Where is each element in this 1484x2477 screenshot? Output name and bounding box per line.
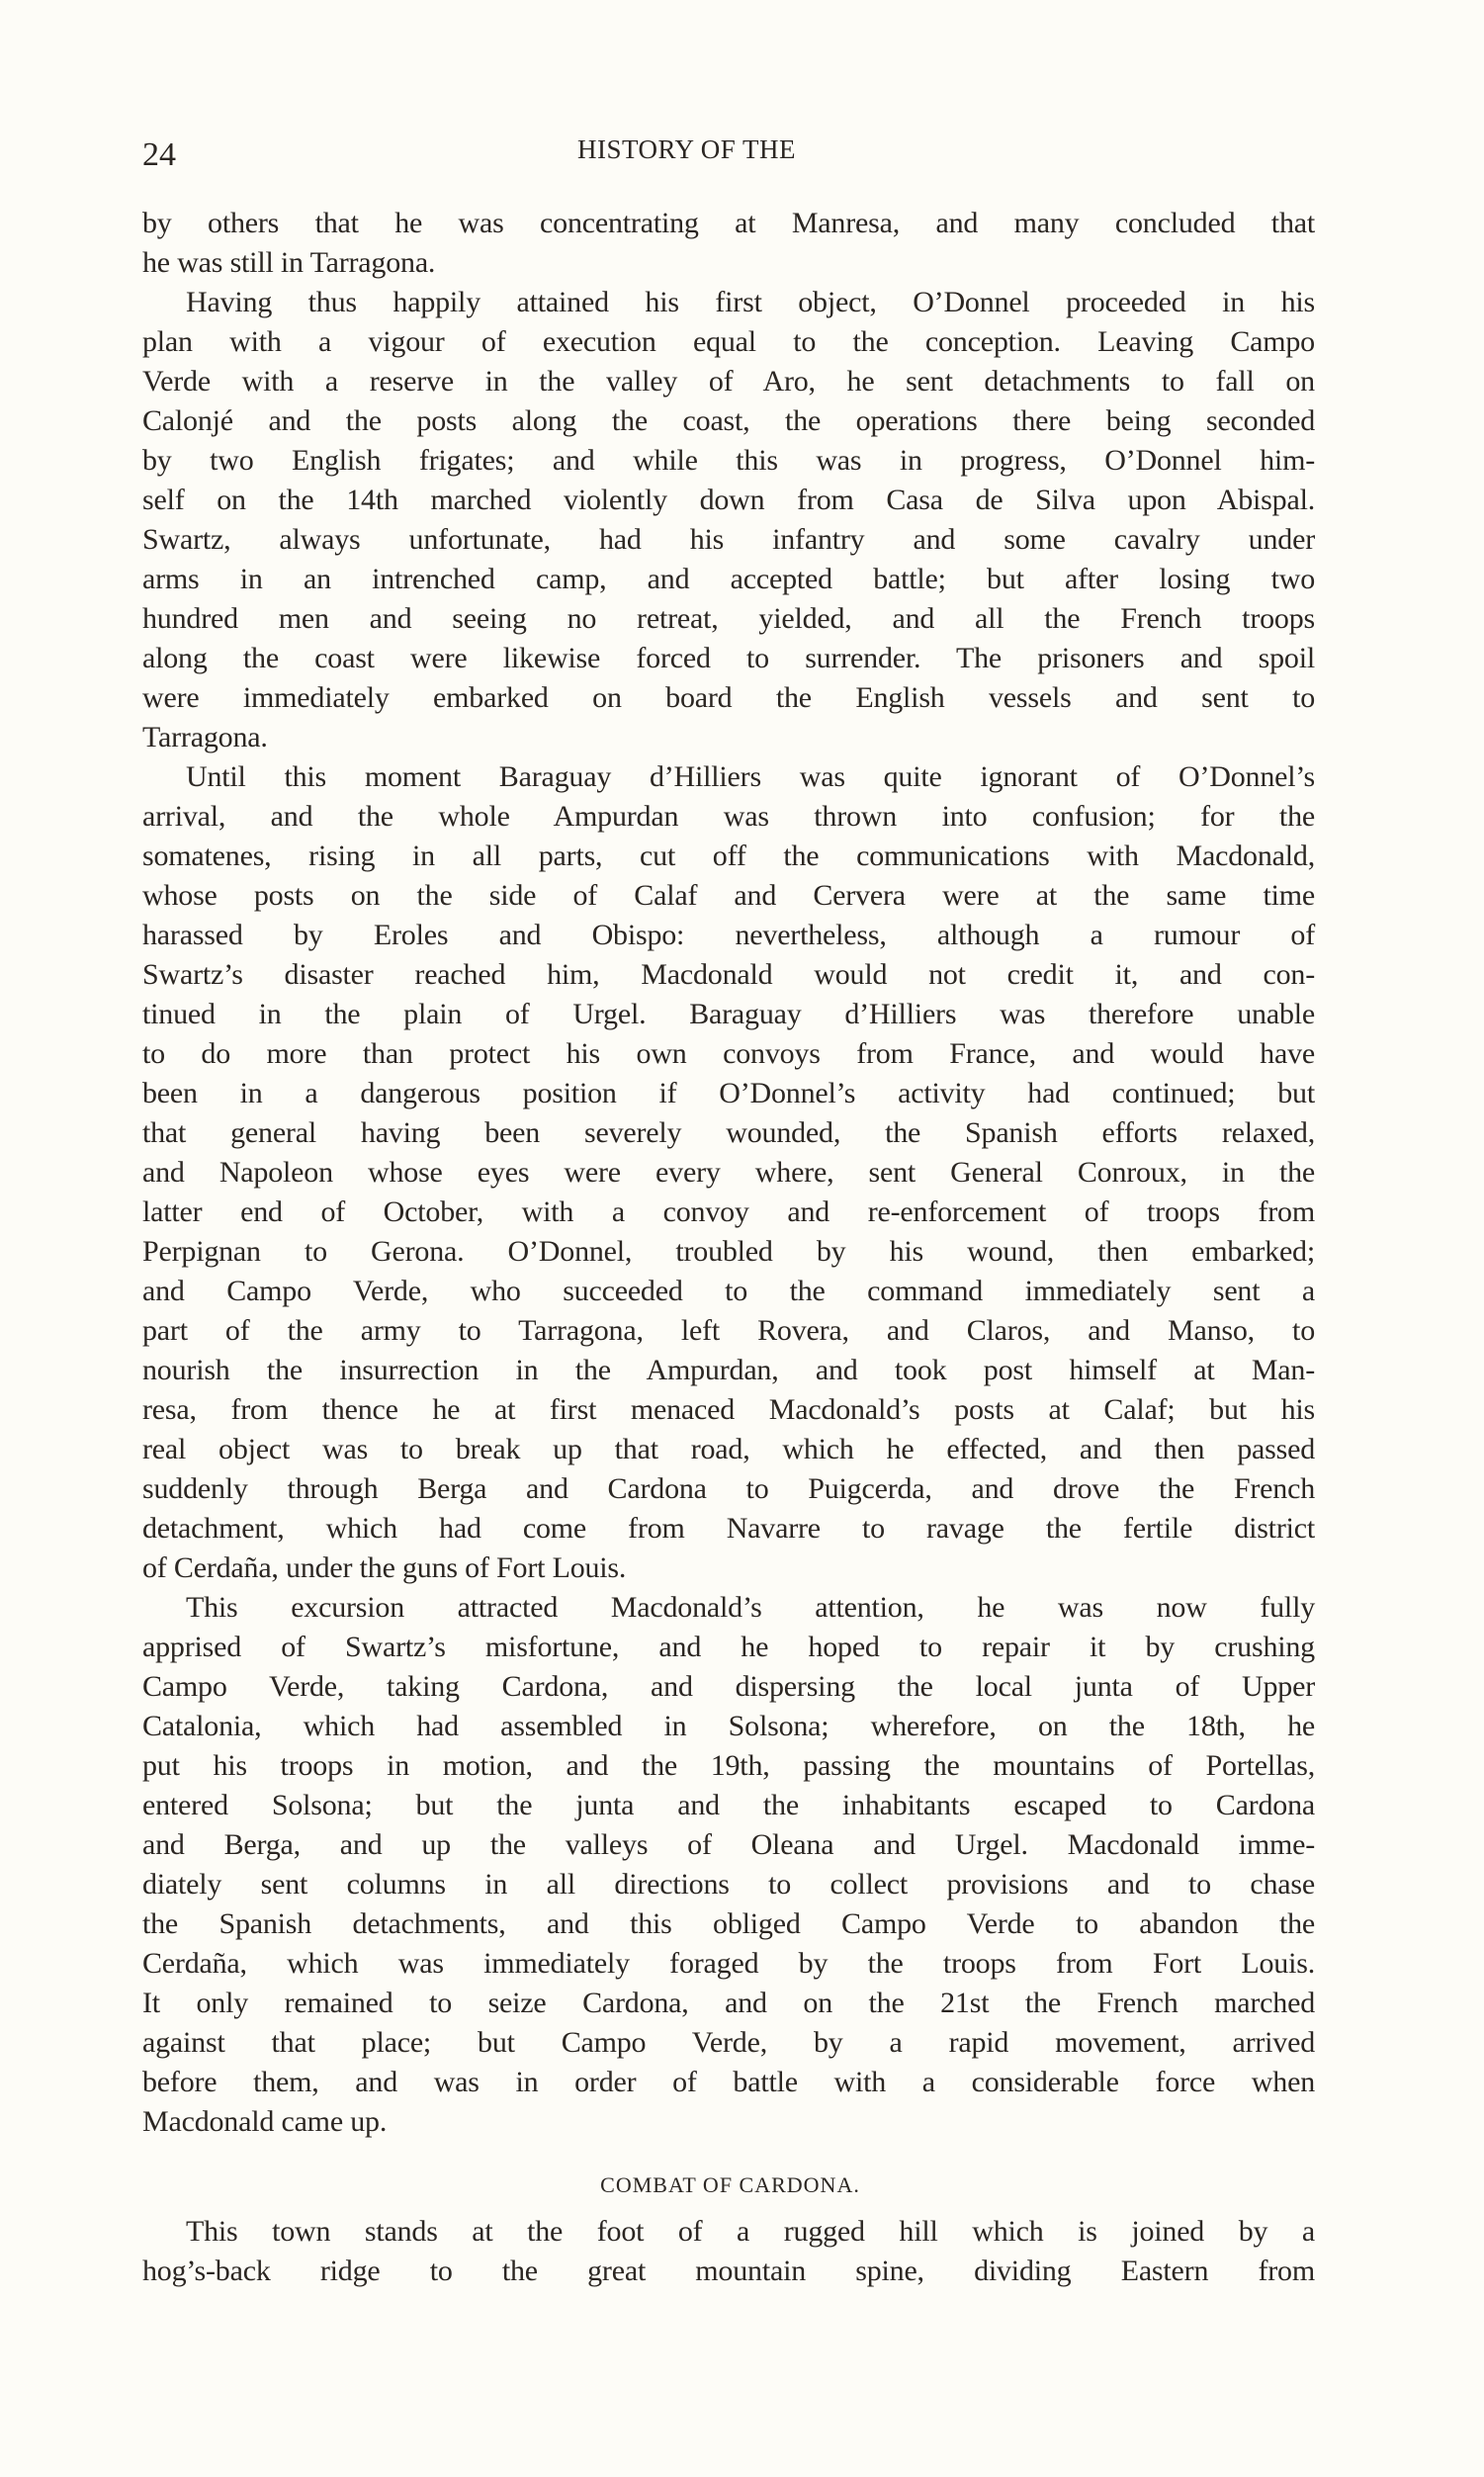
text-line: whose posts on the side of Calaf and Cervera were at the same time (142, 879, 1315, 912)
text-line: before them, and was in order of battle with a considerable force when (142, 2066, 1315, 2098)
paragraph (142, 204, 1315, 283)
text-line: This town stands at the foot of a rugged hill which is joined by a (186, 2215, 1315, 2248)
text-line: Having thus happily attained his first object, O’Donnel proceeded in his (186, 286, 1315, 318)
text-line: along the coast were likewise forced to surrender. The prisoners and spoil (142, 642, 1315, 674)
text-line: Verde with a reserve in the valley of Aro, he sent detachments to fall on (142, 365, 1315, 398)
text-line: Cerdaña, which was immediately foraged by the troops from Fort Louis. (142, 1947, 1315, 1980)
text-line: arrival, and the whole Ampurdan was thrown into confusion; for the (142, 800, 1315, 833)
text-line: by others that he was concentrating at Manresa, and many concluded that (142, 207, 1315, 239)
text-line: part of the army to Tarragona, left Rovera, and Claros, and Manso, to (142, 1314, 1315, 1347)
text-line: of Cerdaña, under the guns of Fort Louis. (142, 1551, 627, 1584)
paragraph (142, 757, 1315, 1588)
text-line: detachment, which had come from Navarre to ravage the fertile district (142, 1512, 1315, 1545)
text-line: and Berga, and up the valleys of Oleana and Urgel. Macdonald imme- (142, 1828, 1315, 1861)
text-line: harassed by Eroles and Obispo: nevertheless, although a rumour of (142, 919, 1315, 951)
text-line: hundred men and seeing no retreat, yielded, and all the French troops (142, 602, 1315, 635)
text-line: the Spanish detachments, and this obliged Campo Verde to abandon the (142, 1907, 1315, 1940)
text-line: Macdonald came up. (142, 2105, 388, 2138)
text-line: apprised of Swartz’s misfortune, and he hoped to repair it by crushing (142, 1631, 1315, 1663)
text-line: arms in an intrenched camp, and accepted battle; but after losing two (142, 563, 1315, 595)
text-line: tinued in the plain of Urgel. Baraguay d’Hilliers was therefore unable (142, 998, 1315, 1030)
text-line: self on the 14th marched violently down from Casa de Silva upon Abispal. (142, 484, 1315, 516)
paragraph (142, 283, 1315, 757)
text-line: Catalonia, which had assembled in Solsona; wherefore, on the 18th, he (142, 1710, 1315, 1742)
text-line: entered Solsona; but the junta and the inhabitants escaped to Cardona (142, 1789, 1315, 1821)
text-line: and Napoleon whose eyes were every where, sent General Conroux, in the (142, 1156, 1315, 1189)
text-line: Campo Verde, taking Cardona, and dispersing the local junta of Upper (142, 1670, 1315, 1703)
running-head (0, 134, 1484, 165)
running-title: HISTORY OF THE (576, 134, 797, 164)
text-line: This excursion attracted Macdonald’s attention, he was now fully (186, 1591, 1315, 1624)
paragraph (142, 1588, 1315, 2142)
text-line: suddenly through Berga and Cardona to Puigcerda, and drove the French (142, 1472, 1315, 1505)
text-line: against that place; but Campo Verde, by a rapid movement, arrived (142, 2026, 1315, 2059)
text-line: that general having been severely wounded, the Spanish efforts relaxed, (142, 1116, 1315, 1149)
paragraph (142, 2212, 1315, 2291)
text-line: Until this moment Baraguay d’Hilliers was quite ignorant of O’Donnel’s (186, 760, 1315, 793)
text-line: real object was to break up that road, which he effected, and then passed (142, 1433, 1315, 1465)
section-heading-text: COMBAT OF CARDONA. (600, 2172, 860, 2197)
text-line: he was still in Tarragona. (142, 246, 436, 279)
text-line: Calonjé and the posts along the coast, the operations there being seconded (142, 404, 1315, 437)
text-line: to do more than protect his own convoys from France, and would have (142, 1037, 1315, 1070)
text-line: by two English frigates; and while this was in progress, O’Donnel him- (142, 444, 1315, 477)
text-line: diately sent columns in all directions to collect provisions and to chase (142, 1868, 1315, 1901)
text-line: put his troops in motion, and the 19th, passing the mountains of Portellas, (142, 1749, 1315, 1782)
text-line: hog’s-back ridge to the great mountain spine, dividing Eastern from (142, 2255, 1315, 2287)
text-line: Swartz, always unfortunate, had his infantry and some cavalry under (142, 523, 1315, 556)
text-line: Tarragona. (142, 721, 268, 753)
body-text (142, 204, 1315, 2142)
page-number: 24 (142, 136, 176, 173)
section-heading (0, 2172, 1484, 2198)
text-line: Perpignan to Gerona. O’Donnel, troubled by his wound, then embarked; (142, 1235, 1315, 1268)
text-line: latter end of October, with a convoy and re-enforcement of troops from (142, 1195, 1315, 1228)
text-line: It only remained to seize Cardona, and on the 21st the French marched (142, 1987, 1315, 2019)
text-line: resa, from thence he at first menaced Macdonald’s posts at Calaf; but his (142, 1393, 1315, 1426)
text-line: somatenes, rising in all parts, cut off the communications with Macdonald, (142, 840, 1315, 872)
text-line: Swartz’s disaster reached him, Macdonald would not credit it, and con- (142, 958, 1315, 991)
text-line: and Campo Verde, who succeeded to the command immediately sent a (142, 1275, 1315, 1307)
section-body-text (142, 2212, 1315, 2291)
text-line: were immediately embarked on board the English vessels and sent to (142, 681, 1315, 714)
text-line: been in a dangerous position if O’Donnel’s activity had continued; but (142, 1077, 1315, 1109)
text-line: plan with a vigour of execution equal to the conception. Leaving Campo (142, 325, 1315, 358)
text-line: nourish the insurrection in the Ampurdan, and took post himself at Man- (142, 1354, 1315, 1386)
